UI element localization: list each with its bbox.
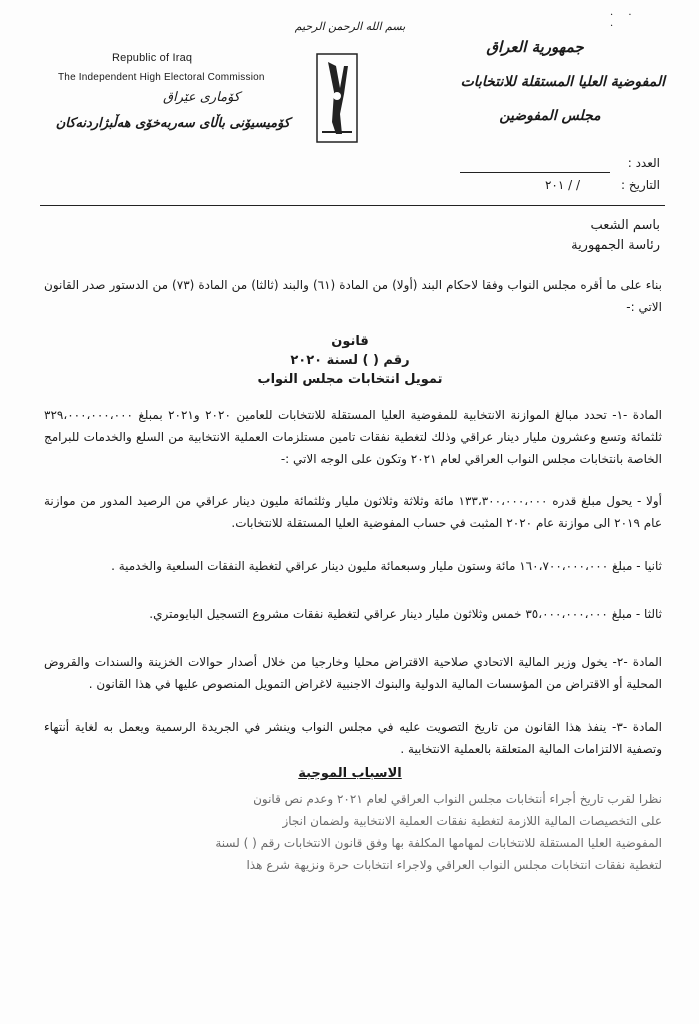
corner-dots: · · ·: [610, 10, 638, 32]
header-en-country: Republic of Iraq: [112, 52, 193, 64]
number-label: العدد :: [627, 156, 660, 170]
article-2: المادة -٢- يخول وزير المالية الاتحادي صلاحية الاقتراض محليا وخارجيا من خلال أصدار حوالات الخزينة والسندات والقروض المحلية أو الاقتراض من المؤسسات المالية الدولية والبنوك الاجنبية لاغراض التمويل المنصوص عليها في هذا القانون .: [44, 655, 663, 691]
clause-third: ثالثا - مبلغ ٣٥،٠٠٠،٠٠٠،٠٠٠ خمس وثلاثون مليار دينار عراقي لتغطية نفقات مشروع التسجيل البايومتري.: [149, 607, 662, 621]
header-en-commission: The Independent High Electoral Commission: [58, 72, 265, 83]
reasons-line-2: على التخصيصات المالية اللازمة لتغطية نفقات العملية الانتخابية ولضمان انجاز: [282, 814, 662, 828]
address-line-1: باسم الشعب: [590, 218, 660, 233]
number-line: [460, 172, 610, 173]
law-title: قانون: [331, 334, 369, 349]
emblem-icon: [314, 52, 360, 144]
header-kurdish-commission: كۆمیسیۆنی باڵای سەربەخۆی هەڵبژاردنەكان: [55, 116, 290, 131]
law-number: رقم ( ) لسنة ٢٠٢٠: [290, 353, 410, 368]
address-line-2: رئاسة الجمهورية: [571, 238, 660, 253]
header-ar-country: جمهورية العراق: [486, 38, 584, 56]
preamble-paragraph: بناء على ما أقره مجلس النواب وفقا لاحكام البند (أولا) من المادة (٦١) والبند (ثالثا) من المادة (٧٣) من الدستور صدر القانون الاتي :-: [44, 278, 662, 314]
basmala: بسم الله الرحمن الرحيم: [294, 20, 406, 33]
reasons-heading: الاسباب الموجبة: [298, 766, 402, 781]
reasons-line-4: لتغطية نفقات انتخابات مجلس النواب العراقي ولاجراء انتخابات حرة ونزيهة شرع هذا: [246, 858, 662, 872]
date-value: / / ٢٠١: [544, 178, 580, 192]
reasons-line-3: المفوضية العليا المستقلة للانتخابات لمهامها المكلفة بها وفق قانون الانتخابات رقم ( ) لسنة: [215, 836, 662, 850]
clause-second: ثانيا - مبلغ ١٦٠،٧٠٠،٠٠٠،٠٠٠ مائة وستون مليار وسبعمائة مليون دينار عراقي لتغطية النفقات السلعية والخدمية .: [111, 559, 662, 573]
header-ar-council: مجلس المفوضين: [499, 108, 601, 124]
reasons-line-1: نظرا لقرب تاريخ أجراء أنتخابات مجلس النواب العراقي لعام ٢٠٢١ وعدم نص قانون: [253, 792, 662, 806]
header-kurdish-country: كۆماری عێراق: [163, 90, 240, 105]
clause-first: أولا - يحول مبلغ قدره ١٣٣،٣٠٠،٠٠٠،٠٠٠ مائة وثلاثة وثلاثون مليار وثلثمائة مليون دينار عراقي من الرصيد المدور من موازنة عام ٢٠١٩ الى موازنة عام ٢٠٢٠ المثبت في حساب المفوضية العليا المستقلة للانتخابات.: [44, 494, 663, 530]
article-3: المادة -٣- ينفذ هذا القانون من تاريخ التصويت عليه في مجلس النواب وينشر في الجريدة الرسمية ويعمل به لغاية أنتهاء وتصفية الالتزامات المالية المتعلقة بالعملية الانتخابية .: [44, 720, 663, 756]
article-1: المادة -١- تحدد مبالغ الموازنة الانتخابية للمفوضية العليا المستقلة للانتخابات للعامين ٢٠٢٠ و٢٠٢١ بمبلغ ٣٢٩،٠٠٠،٠٠٠،٠٠٠ ثلثمائة وتسع وعشرون مليار دينار عراقي وذلك لتغطية نفقات تامين مستلزمات العملية الانتخابية من السلع والخدمات للبرامج الخاصة بانتخابات مجلس النواب العراقي لعام ٢٠٢١ وتكون على الوجه الاتي :-: [44, 408, 662, 466]
commission-logo: [314, 52, 360, 144]
date-label: التاريخ :: [620, 178, 660, 192]
header-ar-commission: المفوضية العليا المستقلة للانتخابات: [460, 74, 665, 90]
law-subject: تمويل انتخابات مجلس النواب: [257, 372, 443, 387]
header-divider: [40, 205, 665, 206]
